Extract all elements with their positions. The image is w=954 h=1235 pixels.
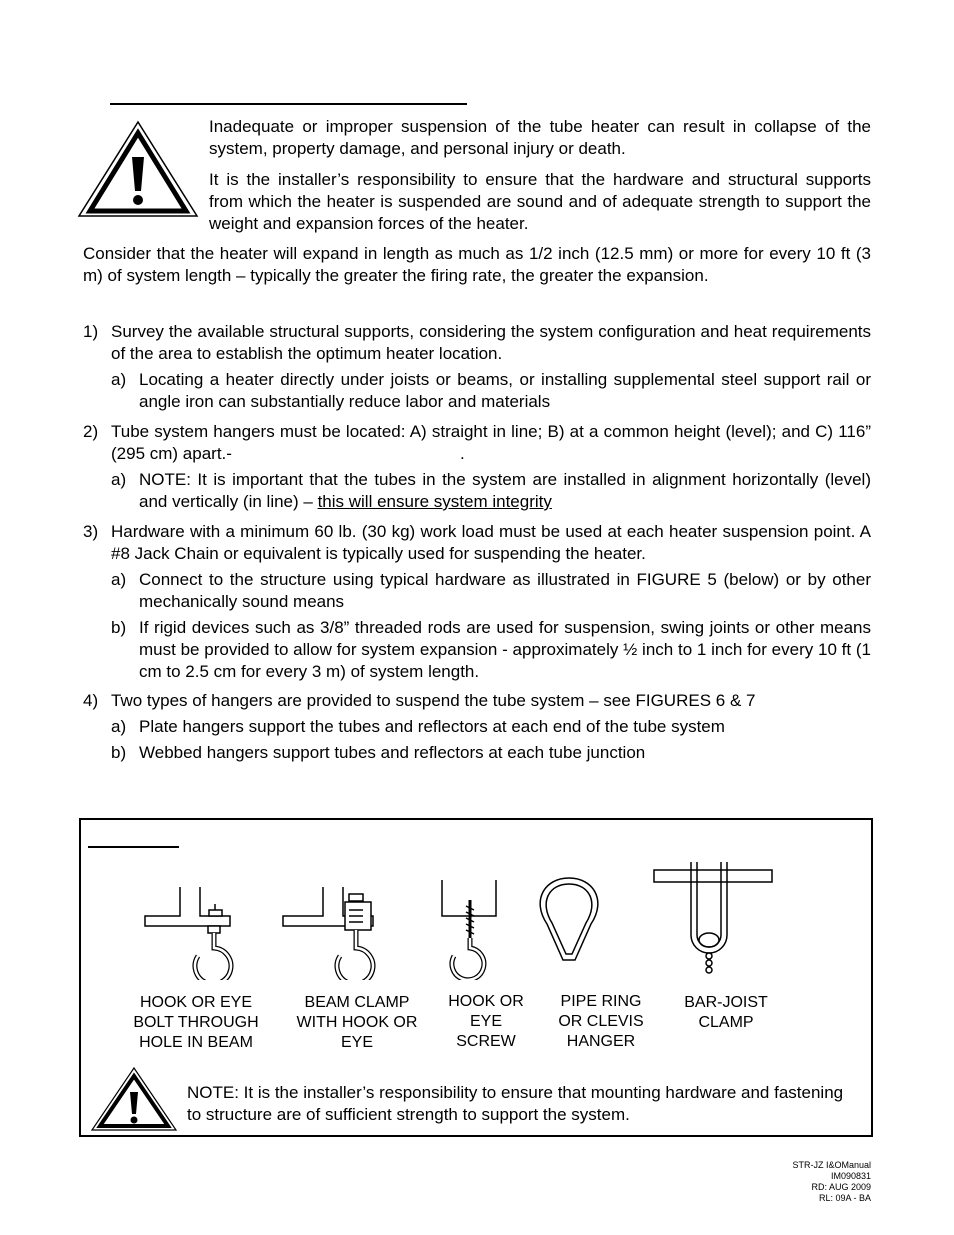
hardware-illustrations [140, 860, 780, 980]
footer-line: RL: 09A - BA [818, 1193, 871, 1203]
caption-line: BEAM CLAMP [304, 994, 410, 1011]
step-text-main: Tube system hangers must be located: A) straight in line; B) at a common height (level); and C) 116” (295 cm) apart.- [111, 422, 871, 463]
sub-text-underlined: this will ensure system integrity [317, 492, 552, 511]
sub-letter: b) [111, 743, 127, 762]
caption-line: HOLE IN BEAM [139, 1034, 253, 1051]
sub-text: Webbed hangers support tubes and reflectors at each tube junction [139, 743, 646, 762]
beam-clamp-icon [283, 887, 373, 980]
caption-line: HOOK OR EYE [139, 994, 253, 1011]
caption-line: EYE [469, 1013, 502, 1030]
step-text: Two types of hangers are provided to suspend the tube system – see FIGURES 6 & 7 [111, 691, 756, 710]
caption-line: OR CLEVIS [558, 1013, 644, 1030]
caption-line: BAR-JOIST [684, 994, 768, 1011]
expansion-note: Consider that the heater will expand in length as much as 1/2 inch (12.5 mm) or more for every 10 ft (3 m) of system length – typically the greater the firing rate, the greater the expansion. [83, 244, 871, 285]
sub-text: Plate hangers support the tubes and reflectors at each end of the tube system [139, 717, 725, 736]
caption-line: SCREW [456, 1033, 516, 1050]
caption-bar-joist [670, 993, 782, 1033]
warning-triangle-icon [76, 119, 200, 219]
step-number: 3) [83, 522, 99, 541]
sub-letter: b) [111, 618, 127, 637]
bar-joist-clamp-icon [654, 862, 772, 973]
sub-text: If rigid devices such as 3/8” threaded rods are used for suspension, swing joints or other means must be provided to allow for system expansion - approximately ½ inch to 1 inch for every 10 ft (1 cm to 2.5 cm for every 3 m) of system length. [139, 618, 871, 681]
pipe-ring-icon [540, 878, 598, 960]
caption-line: EYE [340, 1034, 373, 1051]
step-text: Hardware with a minimum 60 lb. (30 kg) work load must be used at each heater suspension point. A #8 Jack Chain or equivalent is typically used for suspending the heater. [111, 522, 871, 563]
footer-line: IM090831 [830, 1171, 871, 1181]
hook-screw-icon [442, 880, 496, 980]
step-text: Survey the available structural supports, considering the system configuration and heat requirements of the area to establish the optimum heater location. [111, 322, 871, 363]
sub-text-main: NOTE: It is important that the tubes in the system are installed in alignment horizontally (level) and vertically (in line) – [139, 470, 871, 511]
warning-triangle-icon [90, 1066, 178, 1132]
section-heading-rule [110, 103, 467, 105]
step-number: 1) [83, 322, 99, 341]
figure-heading-rule [88, 846, 179, 848]
caption-beam-clamp [281, 993, 433, 1053]
caption-line: WITH HOOK OR [296, 1014, 418, 1031]
sub-text [139, 469, 871, 513]
caption-hook-bolt [114, 993, 278, 1053]
caption-pipe-ring [546, 992, 656, 1052]
step-number: 4) [83, 691, 99, 710]
step-number: 2) [83, 422, 99, 441]
footer-line: STR-JZ I&OManual [792, 1160, 871, 1170]
caption-hook-screw [436, 992, 536, 1052]
step-text-tail: . [459, 444, 465, 463]
caption-line: BOLT THROUGH [133, 1014, 259, 1031]
hook-bolt-through-beam-icon [145, 887, 231, 980]
caption-line: CLAMP [698, 1014, 754, 1031]
caption-line: HOOK OR [448, 993, 524, 1010]
sub-letter: a) [111, 570, 127, 589]
sub-letter: a) [111, 717, 127, 736]
warning-paragraph-1: Inadequate or improper suspension of the tube heater can result in collapse of the system, property damage, and personal injury or death. [209, 117, 871, 158]
document-footer [792, 1160, 871, 1204]
figure-note: NOTE: It is the installer’s responsibility to ensure that mounting hardware and fastening to structure are of sufficient strength to support the system. [187, 1083, 844, 1124]
sub-text: Connect to the structure using typical hardware as illustrated in FIGURE 5 (below) or by other mechanically sound means [139, 570, 871, 611]
step-text [111, 421, 871, 465]
warning-paragraph-2: It is the installer’s responsibility to ensure that the hardware and structural supports from which the heater is suspended are sound and of adequate strength to support the weight and expansion forces of the heater. [209, 170, 871, 233]
sub-letter: a) [111, 370, 127, 389]
caption-line: PIPE RING [560, 993, 642, 1010]
caption-line: HANGER [566, 1033, 636, 1050]
footer-line: RD: AUG 2009 [811, 1182, 871, 1192]
sub-letter: a) [111, 470, 127, 489]
sub-text: Locating a heater directly under joists or beams, or installing supplemental steel support rail or angle iron can substantially reduce labor and materials [139, 370, 871, 411]
